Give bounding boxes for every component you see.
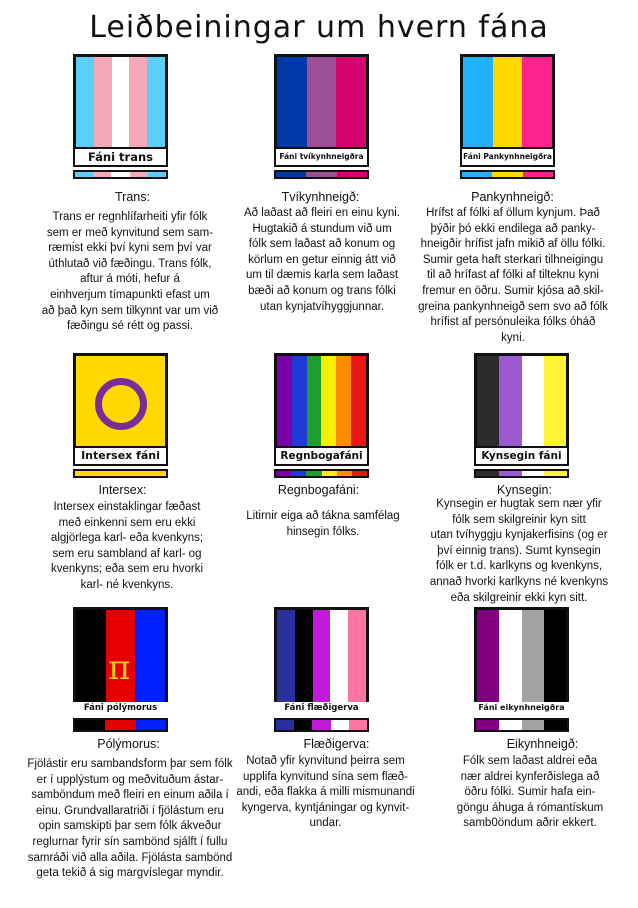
genderfluid-flag-stripe (348, 610, 366, 704)
rainbow-flag-underbar (274, 469, 369, 478)
polyamory-flag-underbar (73, 718, 168, 732)
genderfluid-heading: Flæðigerva: (303, 737, 370, 751)
nonbinary-flag-underbar (474, 469, 569, 478)
genderfluid-flag-stripe (313, 610, 331, 704)
trans-flag-label: Fáni trans (73, 147, 168, 167)
polyamory-flag-stripe (135, 610, 165, 704)
rainbow-flag-label: Regnbogafáni (274, 446, 369, 466)
asexual-underbar-stripe (476, 720, 499, 730)
asexual-flag-underbar (474, 718, 569, 732)
genderfluid-flag-underbar (274, 718, 369, 732)
pan-underbar-stripe (523, 172, 553, 177)
trans-underbar-stripe (111, 172, 129, 177)
bi-underbar-stripe (337, 172, 367, 177)
intersex-flag-label: Intersex fáni (73, 446, 168, 466)
pan-underbar-stripe (492, 172, 522, 177)
rainbow-flag-stripe (321, 356, 336, 450)
bi-underbar-stripe (276, 172, 306, 177)
bisexual-heading: Tvíkynhneigð: (281, 190, 360, 204)
intersex-flag-underbar (73, 469, 168, 478)
pansexual-flag (460, 54, 555, 154)
rainbow-description: Litirnir eiga að tákna samfélag hinsegin fólks. (246, 510, 400, 538)
bisexual-flag (274, 54, 369, 154)
pan-flag-stripe (522, 57, 552, 151)
nonbinary-underbar-stripe (499, 471, 522, 476)
genderfluid-flag (274, 607, 369, 707)
asexual-underbar-stripe (499, 720, 522, 730)
asexual-underbar-stripe (522, 720, 545, 730)
pansexual-heading: Pankynhneigð: (471, 190, 554, 204)
pi-symbol-icon: π (108, 648, 131, 688)
rainbow-underbar-stripe (306, 471, 321, 476)
genderfluid-underbar-stripe (331, 720, 349, 730)
asexual-flag-stripe (477, 610, 499, 704)
rainbow-flag (274, 353, 369, 453)
asexual-heading: Eikynhneigð: (506, 737, 579, 751)
polyamory-flag-stripe (76, 610, 106, 704)
trans-flag-underbar (73, 170, 168, 179)
trans-flag (73, 54, 168, 154)
asexual-description: Fólk sem laðast aldrei eða nær aldrei kynferðislega að öðru fólki. Sumir hafa ein- göngu áhuga á rómantískum samb0öndum aðrir ekkert. (456, 755, 604, 830)
page-title: Leiðbeiningar um hvern fána (89, 10, 549, 45)
trans-flag-stripe (94, 57, 112, 151)
nonbinary-flag-label: Kynsegin fáni (474, 446, 569, 466)
pan-underbar-stripe (462, 172, 492, 177)
rainbow-underbar-stripe (291, 471, 306, 476)
trans-underbar-stripe (75, 172, 93, 177)
intersex-heading: Intersex: (98, 483, 147, 497)
trans-flag-stripe (76, 57, 94, 151)
genderfluid-flag-stripe (277, 610, 295, 704)
rainbow-underbar-stripe (337, 471, 352, 476)
polyamory-underbar-stripe (136, 720, 166, 730)
bi-flag-stripe (336, 57, 366, 151)
asexual-underbar-stripe (544, 720, 567, 730)
rainbow-flag-stripe (351, 356, 366, 450)
rainbow-underbar-stripe (352, 471, 367, 476)
trans-heading: Trans: (115, 190, 150, 204)
bi-flag-stripe (277, 57, 307, 151)
nonbinary-underbar-stripe (476, 471, 499, 476)
nonbinary-flag-stripe (499, 356, 521, 450)
asexual-flag-stripe (499, 610, 521, 704)
pansexual-description: Hrífst af fólki af öllum kynjum. Það þýðir þó ekki endilega að panky- hneigðir hrífist jafn mikið af öllu fólki. Sumir geta haft sterkari tilhneigingu til að hrífast af fólki af tilteknu kyni fremur en öðru. Sumir kjósa að skil- greina pankynhneigð sem svo að fólk hrífist af persónuleika fólks óháð kyni. (418, 207, 608, 344)
trans-flag-stripe (112, 57, 130, 151)
bi-flag-stripe (307, 57, 337, 151)
genderfluid-flag-stripe (295, 610, 313, 704)
genderfluid-flag-stripe (330, 610, 348, 704)
nonbinary-underbar-stripe (522, 471, 545, 476)
nonbinary-flag-stripe (522, 356, 544, 450)
rainbow-flag-stripe (277, 356, 292, 450)
trans-flag-stripe (129, 57, 147, 151)
asexual-flag-stripe (544, 610, 566, 704)
pan-flag-stripe (493, 57, 523, 151)
asexual-flag-label: Fáni eikynhneigðra (474, 702, 569, 718)
bisexual-flag-label: Fáni tvíkynhneigðra (274, 147, 369, 167)
genderfluid-underbar-stripe (349, 720, 367, 730)
nonbinary-heading: Kynsegin: (497, 483, 552, 497)
genderfluid-flag-label: Fáni flæðigerva (274, 702, 369, 718)
rainbow-flag-stripe (292, 356, 307, 450)
intersex-underbar-stripe (75, 471, 166, 476)
trans-underbar-stripe (93, 172, 111, 177)
pan-flag-stripe (463, 57, 493, 151)
polyamory-underbar-stripe (75, 720, 105, 730)
trans-description: Trans er regnhlífarheiti yfir fólk sem er með kynvitund sem sam- ræmist ekki því kyni sem því var úthlutað við fæðingu. Trans fólk, aftur á móti, hefur á einhverjum tímapunkti efast um að það kyn sem tilkynnt var um við fæðingu sé rétt og passi. (41, 211, 219, 333)
polyamory-description: Fjölástir eru sambandsform þar sem fólk er í upplýstum og meðvituðum ástar- samböndum með fleiri en einum aðila í einu. Grundvallaratriði í fjölástum eru opin samskipti þar sem fólk ákveður reglurnar fyrir sín sambönd sjálft í fullu samráði við alla aðila. Fjölásta sambönd geta tekið á sig margvíslegar myndir. (27, 758, 233, 880)
trans-underbar-stripe (148, 172, 166, 177)
rainbow-heading: Regnbogafáni: (277, 483, 360, 497)
nonbinary-flag-stripe (544, 356, 566, 450)
nonbinary-description: Kynsegin er hugtak sem nær yfir fólk sem skilgreinir kyn sitt utan tvíhyggju kynjakerfisins (og er því einnig trans). Sumt kynsegin fólk er t.d. karlkyns og kvenkyns, annað hvorki karlkyns né kvenkyns eða skilgreinir ekki kyn sitt. (429, 498, 609, 604)
intersex-description: Intersex einstaklingar fæðast með einkenni sem eru ekki algjörlega karl- eða kvenkyns; sem eru sambland af karl- og kvenkyns; eða sem eru hvorki karl- né kvenkyns. (50, 501, 204, 591)
genderfluid-underbar-stripe (312, 720, 330, 730)
rainbow-flag-stripe (336, 356, 351, 450)
genderfluid-underbar-stripe (294, 720, 312, 730)
nonbinary-flag (474, 353, 569, 453)
bisexual-flag-underbar (274, 170, 369, 179)
polyamory-underbar-stripe (105, 720, 135, 730)
bisexual-description: Að laðast að fleiri en einu kyni. Hugtakið á stundum við um fólk sem laðast að konum og körlum en getur einnig átt við um til dæmis karla sem laðast bæði að konum og trans fólki utan kynjatvíhyggjunnar. (244, 207, 400, 313)
genderfluid-underbar-stripe (276, 720, 294, 730)
pansexual-flag-label: Fáni Pankynhneigðra (460, 147, 555, 167)
intersex-circle-icon (95, 378, 147, 430)
nonbinary-underbar-stripe (544, 471, 567, 476)
pansexual-flag-underbar (460, 170, 555, 179)
trans-underbar-stripe (130, 172, 148, 177)
polyamory-heading: Pólýmorus: (97, 737, 160, 751)
rainbow-underbar-stripe (322, 471, 337, 476)
trans-flag-stripe (147, 57, 165, 151)
asexual-flag (474, 607, 569, 707)
asexual-flag-stripe (522, 610, 544, 704)
rainbow-flag-stripe (307, 356, 322, 450)
nonbinary-flag-stripe (477, 356, 499, 450)
polyamory-flag-label: Fáni pólýmorus (73, 702, 168, 718)
genderfluid-description: Notað yfir kynvitund þeirra sem upplifa kynvitund sína sem flæð- andi, eða flakka á milli mismunandi kyngerva, kyntjáningar og kynvit- undar. (236, 755, 415, 830)
bi-underbar-stripe (306, 172, 336, 177)
rainbow-underbar-stripe (276, 471, 291, 476)
